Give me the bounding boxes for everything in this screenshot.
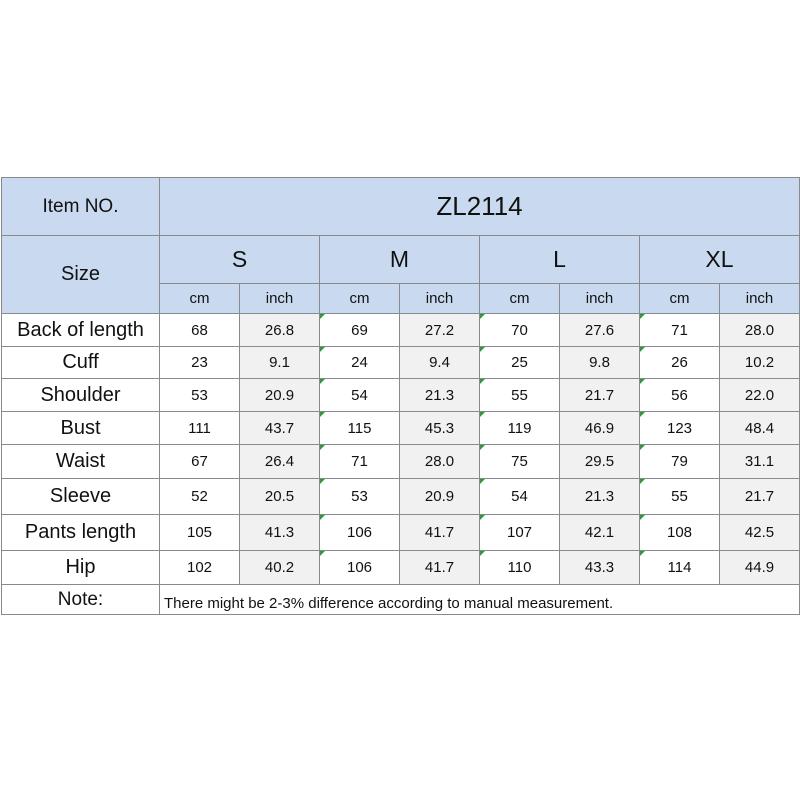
cm-value-cell: 102: [160, 551, 240, 585]
measurement-row: [2, 412, 800, 445]
cm-value-cell: 70: [480, 314, 560, 347]
measurement-label: Hip: [2, 551, 160, 585]
cm-value-cell: 53: [160, 379, 240, 412]
measurement-label: Back of length: [2, 314, 160, 347]
inch-value-cell: 21.7: [560, 379, 640, 412]
size-l-header: L: [480, 236, 640, 284]
inch-value-cell: 21.7: [720, 479, 800, 515]
cm-value-cell: 23: [160, 347, 240, 379]
inch-value-cell: 20.5: [240, 479, 320, 515]
item-number-label: Item NO.: [2, 178, 160, 236]
unit-cm-header: cm: [640, 284, 720, 314]
unit-inch-header: inch: [400, 284, 480, 314]
measurement-label: Cuff: [2, 347, 160, 379]
cm-value-cell: 67: [160, 445, 240, 479]
measurement-row: [2, 445, 800, 479]
cm-value-cell: 71: [640, 314, 720, 347]
item-row: [2, 178, 800, 236]
unit-inch-header: inch: [720, 284, 800, 314]
inch-value-cell: 9.8: [560, 347, 640, 379]
cm-value-cell: 79: [640, 445, 720, 479]
inch-value-cell: 10.2: [720, 347, 800, 379]
inch-value-cell: 20.9: [240, 379, 320, 412]
inch-value-cell: 40.2: [240, 551, 320, 585]
cm-value-cell: 115: [320, 412, 400, 445]
note-label: Note:: [2, 585, 160, 615]
unit-inch-header: inch: [560, 284, 640, 314]
measurement-label: Pants length: [2, 515, 160, 551]
note-text: There might be 2-3% difference according to manual measurement.: [164, 595, 614, 612]
measurement-row: [2, 479, 800, 515]
cm-value-cell: 54: [320, 379, 400, 412]
inch-value-cell: 22.0: [720, 379, 800, 412]
cm-value-cell: 108: [640, 515, 720, 551]
measurement-label: Sleeve: [2, 479, 160, 515]
inch-value-cell: 29.5: [560, 445, 640, 479]
measurement-row: [2, 347, 800, 379]
inch-value-cell: 21.3: [560, 479, 640, 515]
inch-value-cell: 31.1: [720, 445, 800, 479]
inch-value-cell: 42.1: [560, 515, 640, 551]
size-label: Size: [2, 236, 160, 314]
inch-value-cell: 27.2: [400, 314, 480, 347]
item-number-value: ZL2114: [160, 178, 800, 236]
cm-value-cell: 53: [320, 479, 400, 515]
cm-value-cell: 114: [640, 551, 720, 585]
inch-value-cell: 27.6: [560, 314, 640, 347]
cm-value-cell: 107: [480, 515, 560, 551]
cm-value-cell: 110: [480, 551, 560, 585]
cm-value-cell: 106: [320, 515, 400, 551]
size-xl-header: XL: [640, 236, 800, 284]
cm-value-cell: 105: [160, 515, 240, 551]
inch-value-cell: 42.5: [720, 515, 800, 551]
cm-value-cell: 119: [480, 412, 560, 445]
size-row: [2, 236, 800, 284]
inch-value-cell: 48.4: [720, 412, 800, 445]
cm-value-cell: 68: [160, 314, 240, 347]
size-s-header: S: [160, 236, 320, 284]
inch-value-cell: 26.8: [240, 314, 320, 347]
measurement-label: Waist: [2, 445, 160, 479]
inch-value-cell: 26.4: [240, 445, 320, 479]
size-m-header: M: [320, 236, 480, 284]
cm-value-cell: 25: [480, 347, 560, 379]
unit-cm-header: cm: [480, 284, 560, 314]
cm-value-cell: 56: [640, 379, 720, 412]
unit-cm-header: cm: [160, 284, 240, 314]
note-cell: [160, 585, 800, 615]
inch-value-cell: 20.9: [400, 479, 480, 515]
inch-value-cell: 46.9: [560, 412, 640, 445]
cm-value-cell: 55: [640, 479, 720, 515]
inch-value-cell: 9.4: [400, 347, 480, 379]
measurement-label: Shoulder: [2, 379, 160, 412]
cm-value-cell: 75: [480, 445, 560, 479]
inch-value-cell: 43.3: [560, 551, 640, 585]
inch-value-cell: 45.3: [400, 412, 480, 445]
inch-value-cell: 41.7: [400, 515, 480, 551]
unit-inch-header: inch: [240, 284, 320, 314]
measurement-label: Bust: [2, 412, 160, 445]
inch-value-cell: 28.0: [720, 314, 800, 347]
measurement-row: [2, 551, 800, 585]
cm-value-cell: 54: [480, 479, 560, 515]
cm-value-cell: 26: [640, 347, 720, 379]
cm-value-cell: 55: [480, 379, 560, 412]
cm-value-cell: 123: [640, 412, 720, 445]
note-row: [2, 585, 800, 615]
cm-value-cell: 69: [320, 314, 400, 347]
inch-value-cell: 41.7: [400, 551, 480, 585]
cm-value-cell: 52: [160, 479, 240, 515]
inch-value-cell: 21.3: [400, 379, 480, 412]
cm-value-cell: 106: [320, 551, 400, 585]
measurement-row: [2, 379, 800, 412]
measurement-row: [2, 314, 800, 347]
size-chart-table: [1, 177, 800, 615]
inch-value-cell: 43.7: [240, 412, 320, 445]
inch-value-cell: 44.9: [720, 551, 800, 585]
cm-value-cell: 111: [160, 412, 240, 445]
unit-cm-header: cm: [320, 284, 400, 314]
inch-value-cell: 41.3: [240, 515, 320, 551]
inch-value-cell: 28.0: [400, 445, 480, 479]
cm-value-cell: 24: [320, 347, 400, 379]
measurement-row: [2, 515, 800, 551]
cm-value-cell: 71: [320, 445, 400, 479]
inch-value-cell: 9.1: [240, 347, 320, 379]
